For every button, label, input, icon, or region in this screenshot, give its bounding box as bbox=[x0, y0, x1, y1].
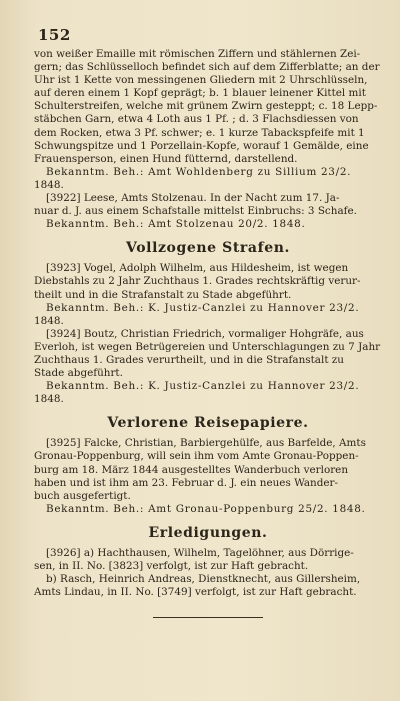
entry-3921-continuation bbox=[34, 48, 382, 192]
text-line: nuar d. J. aus einem Schafstalle mittelst Einbruchs: 3 Schafe. bbox=[34, 205, 357, 218]
entry-line: [3923] Vogel, Adolph Wilhelm, aus Hildesheim, ist wegen bbox=[46, 262, 349, 275]
text-line: von weißer Emaille mit römischen Ziffern und stählernen Zei- bbox=[34, 48, 361, 60]
text-line: Uhr ist 1 Kette von messingenen Gliedern mit 2 Uhrschlüsseln, bbox=[34, 74, 368, 87]
entry-3923 bbox=[34, 262, 382, 327]
text-line: Everloh, ist wegen Betrügereien und Unterschlagungen zu 7 Jahr bbox=[34, 340, 381, 353]
entry-3926 bbox=[34, 547, 382, 599]
authority-line: Bekanntm. Beh.: Amt Gronau-Poppenburg 25/2. 1848. bbox=[46, 502, 366, 515]
text-line: auf deren einem 1 Kopf geprägt; b. 1 blauer leinener Kittel mit bbox=[34, 87, 366, 100]
entry-3924 bbox=[34, 328, 382, 407]
entry-3925 bbox=[34, 437, 382, 516]
authority-line: Bekanntm. Beh.: K. Justiz-Canzlei zu Hannover 23/2. bbox=[46, 301, 360, 314]
text-line: Stade abgeführt. bbox=[34, 367, 123, 380]
text-line: Schwungspitze und 1 Porzellain-Kopfe, worauf 1 Gemälde, eine bbox=[34, 139, 369, 152]
text-line: Diebstahls zu 2 Jahr Zuchthaus 1. Grades rechtskräftig verur- bbox=[34, 275, 361, 288]
text-line: stäbchen Garn, etwa 4 Loth aus 1 Pf. ; d. 3 Flachsdiessen von bbox=[34, 113, 359, 126]
text-line: theilt und in die Strafanstalt zu Stade abgeführt. bbox=[34, 288, 292, 301]
text-line: haben und ist ihm am 23. Februar d. J. ein neues Wander- bbox=[34, 476, 339, 489]
entry-line: [3926] a) Hachthausen, Wilhelm, Tagelöhner, aus Dörrige- bbox=[46, 546, 354, 559]
text-line: burg am 18. März 1844 ausgestelltes Wanderbuch verloren bbox=[34, 463, 349, 476]
end-rule bbox=[153, 617, 263, 618]
section-heading-verlorene-reisepapiere: Verlorene Reisepapiere. bbox=[107, 415, 309, 432]
text-line: 1848. bbox=[34, 314, 64, 327]
section-heading-erledigungen: Erledigungen. bbox=[148, 524, 268, 541]
authority-line: Bekanntm. Beh.: Amt Stolzenau 20/2. 1848. bbox=[46, 218, 306, 231]
text-line: Frauensperson, einen Hund fütternd, darstellend. bbox=[34, 152, 298, 165]
entry-line: [3924] Boutz, Christian Friedrich, vormaliger Hohgräfe, aus bbox=[46, 327, 364, 340]
text-line: Amts Lindau, in II. No. [3749] verfolgt, ist zur Haft gebracht. bbox=[34, 586, 357, 599]
page-number: 152 bbox=[38, 26, 71, 44]
entry-3922 bbox=[34, 192, 382, 231]
text-line: Gronau-Poppenburg, will sein ihm vom Amte Gronau-Poppen- bbox=[34, 450, 359, 463]
section-heading-vollzogene-strafen: Vollzogene Strafen. bbox=[126, 240, 290, 257]
text-line: dem Rocken, etwa 3 Pf. schwer; e. 1 kurze Tabackspfeife mit 1 bbox=[34, 126, 365, 139]
entry-line: b) Rasch, Heinrich Andreas, Dienstknecht, aus Gillersheim, bbox=[46, 573, 361, 586]
text-line: Schulterstreifen, welche mit grünem Zwirn gesteppt; c. 18 Lepp- bbox=[34, 100, 378, 113]
text-line: gern; das Schlüsselloch befindet sich auf dem Zifferblatte; an der bbox=[34, 61, 380, 74]
text-line: 1848. bbox=[34, 178, 64, 191]
text-line: Zuchthaus 1. Grades verurtheilt, und in die Strafanstalt zu bbox=[34, 353, 344, 366]
entry-line: [3925] Falcke, Christian, Barbiergehülfe, aus Barfelde, Amts bbox=[46, 437, 366, 450]
entry-line: [3922] Leese, Amts Stolzenau. In der Nacht zum 17. Ja- bbox=[46, 192, 340, 205]
text-line: 1848. bbox=[34, 393, 64, 406]
text-line: buch ausgefertigt. bbox=[34, 489, 131, 502]
text-line: sen, in II. No. [3823] verfolgt, ist zur Haft gebracht. bbox=[34, 560, 309, 572]
authority-line: Bekanntm. Beh.: K. Justiz-Canzlei zu Hannover 23/2. bbox=[46, 380, 360, 393]
authority-line: Bekanntm. Beh.: Amt Wohldenberg zu Sillium 23/2. bbox=[46, 165, 352, 178]
